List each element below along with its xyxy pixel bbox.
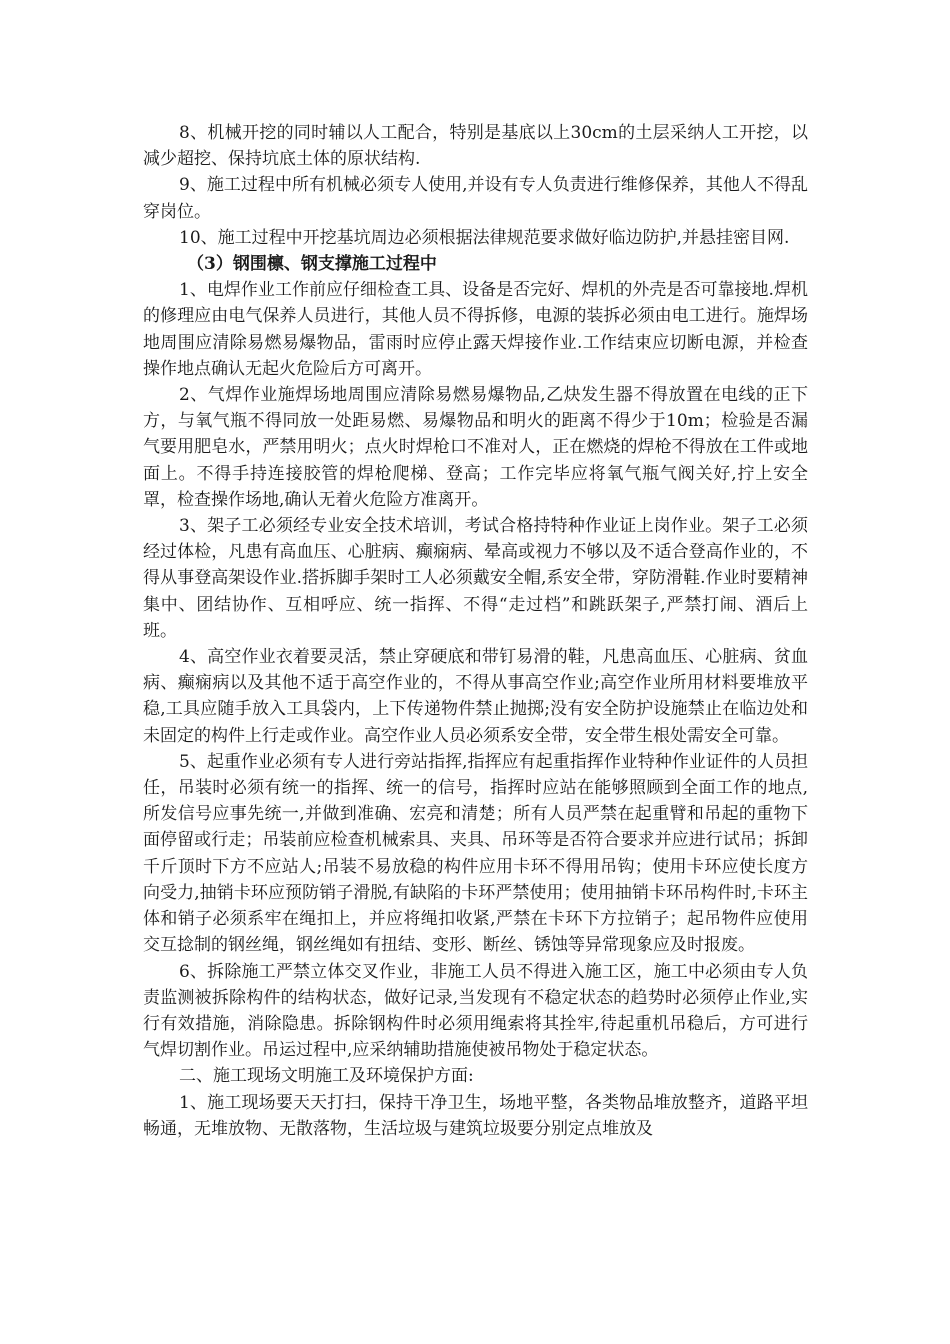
paragraph-demolition: 6、拆除施工严禁立体交叉作业，非施工人员不得进入施工区，施工中必须由专人负责监测被拆除构件的结构状态，做好记录,当发现有不稳定状态的趋势时必须停止作业,实行有效措施，消除隐患。拆除钢构件时必须用绳索将其拴牢,待起重机吊稳后，方可进行气焊切割作业。吊运过程中,应采纳辅助措施使被吊物处于稳定状态。 bbox=[143, 961, 808, 1061]
paragraph-item-9: 9、施工过程中所有机械必须专人使用,并设有专人负责进行维修保养，其他人不得乱穿岗位。 bbox=[143, 175, 808, 222]
section-heading: （3）钢围檩、钢支撑施工过程中 bbox=[187, 254, 437, 275]
paragraph-site-cleaning: 1、施工现场要天天打扫，保持干净卫生，场地平整，各类物品堆放整齐，道路平坦畅通，无堆放物、无散落物，生活垃圾与建筑垃圾要分别定点堆放及 bbox=[143, 1092, 808, 1139]
section-two-heading: 二、施工现场文明施工及环境保护方面: bbox=[179, 1066, 474, 1087]
paragraph-welding: 1、电焊作业工作前应仔细检查工具、设备是否完好、焊机的外壳是否可靠接地.焊机的修理应由电气保养人员进行，其他人员不得拆修，电源的装拆必须由电工进行。施焊场地周围应清除易燃易爆物品，雷雨时应停止露天焊接作业.工作结束应切断电源，并检查操作地点确认无起火危险后方可离开。 bbox=[143, 280, 808, 379]
paragraph-high-altitude: 4、高空作业衣着要灵活，禁止穿硬底和带钉易滑的鞋，凡患高血压、心脏病、贫血病、癫痫病以及其他不适于高空作业的，不得从事高空作业;高空作业所用材料要堆放平稳,工具应随手放入工具袋内，上下传递物件禁止抛掷;没有安全防护设施禁止在临边处和未固定的构件上行走或作业。高空作业人员必须系安全带，安全带生根处需安全可靠。 bbox=[143, 647, 808, 746]
paragraph-item-10: 10、施工过程中开挖基坑周边必须根据法律规范要求做好临边防护,并悬挂密目网. bbox=[179, 227, 790, 248]
document-page bbox=[143, 120, 808, 1142]
paragraph-gas-welding: 2、气焊作业施焊场地周围应清除易燃易爆物品,乙炔发生器不得放置在电线的正下方，与氧气瓶不得同放一处距易燃、易爆物品和明火的距离不得少于10m；检验是否漏气要用肥皂水，严禁用明火；点火时焊枪口不准对人，正在燃烧的焊枪不得放在工件或地面上。不得手持连接胶管的焊枪爬梯、登高；工作完毕应将氧气瓶气阀关好,拧上安全罩，检查操作场地,确认无着火危险方准离开。 bbox=[143, 385, 808, 510]
paragraph-lifting: 5、起重作业必须有专人进行旁站指挥,指挥应有起重指挥作业特种作业证件的人员担任，吊装时必须有统一的指挥、统一的信号，指挥时应站在能够照顾到全面工作的地点,所发信号应事先统一,并做到准确、宏亮和清楚；所有人员严禁在起重臂和吊起的重物下面停留或行走；吊装前应检查机械索具、夹具、吊环等是否符合要求并应进行试吊；拆卸千斤顶时下方不应站人;吊装不易放稳的构件应用卡环不得用吊钩；使用卡环应使长度方向受力,抽销卡环应预防销子滑脱,有缺陷的卡环严禁使用；使用抽销卡环吊构件时,卡环主体和销子必须系牢在绳扣上，并应将绳扣收紧,严禁在卡环下方拉销子；起吊物件应使用交互捻制的钢丝绳，钢丝绳如有扭结、变形、断丝、锈蚀等异常现象应及时报废。 bbox=[143, 751, 808, 956]
paragraph-item-8: 8、机械开挖的同时辅以人工配合，特别是基底以上30cm的土层采纳人工开挖，以减少超挖、保持坑底土体的原状结构. bbox=[143, 123, 808, 170]
paragraph-scaffolding: 3、架子工必须经专业安全技术培训，考试合格持特种作业证上岗作业。架子工必须经过体检，凡患有高血压、心脏病、癫痫病、晕高或视力不够以及不适合登高作业的，不得从事登高架设作业.搭拆脚手架时工人必须戴安全帽,系安全带，穿防滑鞋.作业时要精神集中、团结协作、互相呼应、统一指挥、不得“走过档”和跳跃架子,严禁打闹、酒后上班。 bbox=[143, 516, 808, 641]
